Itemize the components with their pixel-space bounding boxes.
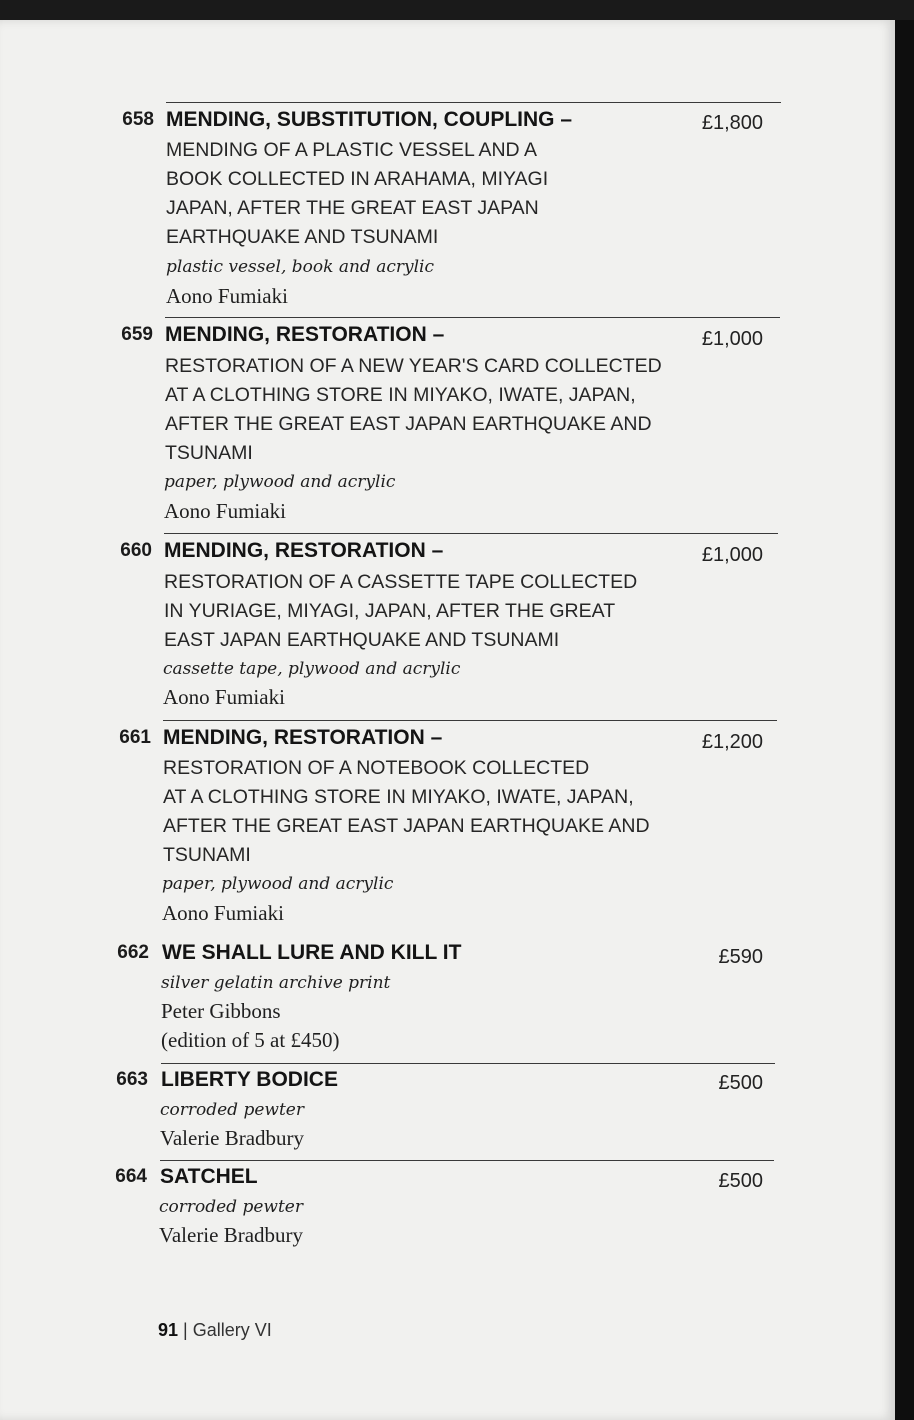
artwork-price: £500 [718,1170,763,1192]
artist-name: Aono Fumiaki [164,499,286,523]
edition-note: (edition of 5 at £450) [161,1028,340,1052]
artwork-medium: silver gelatin archive print [161,973,391,993]
artwork-medium: corroded pewter [160,1100,304,1120]
page-footer [158,1320,272,1341]
entry-divider [161,1063,775,1064]
artwork-medium: cassette tape, plywood and acrylic [163,659,461,679]
artwork-title: SATCHEL [160,1165,258,1188]
artwork-price: £1,800 [701,112,763,134]
artwork-subtitle: RESTORATION OF A NOTEBOOK COLLECTED AT A CLOTHING STORE IN MIYAKO, IWATE, JAPAN, AFTER THE GREAT EAST JAPAN EARTHQUAKE AND TSUNAMI [163,757,650,866]
lot-number: 663 [116,1069,148,1090]
lot-number: 659 [121,324,153,345]
gallery-section: Gallery VI [192,1320,272,1340]
entry-divider [163,720,777,721]
artwork-title: MENDING, RESTORATION – [165,323,445,346]
entry-divider [160,1160,774,1161]
entry-divider [164,533,778,534]
entry-divider [166,102,781,103]
artwork-title: MENDING, RESTORATION – [164,539,444,562]
artist-name: Aono Fumiaki [163,685,285,709]
lot-number: 662 [117,942,149,963]
artwork-medium: plastic vessel, book and acrylic [166,257,434,277]
artwork-price: £1,000 [701,328,763,350]
artwork-medium: paper, plywood and acrylic [164,472,396,492]
artwork-title: MENDING, SUBSTITUTION, COUPLING – [166,108,573,131]
lot-number: 664 [115,1166,147,1187]
footer-separator: | [178,1320,193,1340]
artwork-price: £500 [718,1072,763,1094]
artwork-price: £590 [718,946,763,968]
entry-divider [165,317,780,318]
artist-name: Valerie Bradbury [160,1126,305,1150]
artwork-title: LIBERTY BODICE [161,1068,338,1091]
artwork-price: £1,200 [701,731,763,753]
artwork-medium: corroded pewter [159,1197,303,1217]
lot-number: 658 [122,109,154,130]
artwork-title: MENDING, RESTORATION – [163,726,443,749]
artist-name: Aono Fumiaki [166,284,288,308]
artist-name: Valerie Bradbury [159,1223,304,1247]
lot-number: 660 [120,540,152,561]
artwork-title: WE SHALL LURE AND KILL IT [162,941,462,964]
page-number: 91 [158,1320,179,1340]
artwork-subtitle: RESTORATION OF A NEW YEAR'S CARD COLLECTED AT A CLOTHING STORE IN MIYAKO, IWATE, JAPAN, AFTER THE GREAT EAST JAPAN EARTHQUAKE AND TSUNAMI [165,355,662,464]
catalogue-page [0,20,895,1420]
artwork-subtitle: MENDING OF A PLASTIC VESSEL AND A BOOK COLLECTED IN ARAHAMA, MIYAGI JAPAN, AFTER THE GREAT EAST JAPAN EARTHQUAKE AND TSUNAMI [166,139,549,248]
artwork-price: £1,000 [701,544,763,566]
lot-number: 661 [119,727,151,748]
page-edge-shadow [895,20,914,1420]
artwork-subtitle: RESTORATION OF A CASSETTE TAPE COLLECTED IN YURIAGE, MIYAGI, JAPAN, AFTER THE GREAT EAST JAPAN EARTHQUAKE AND TSUNAMI [164,571,638,651]
artwork-medium: paper, plywood and acrylic [162,874,394,894]
artist-name: Peter Gibbons [161,999,281,1023]
artist-name: Aono Fumiaki [162,901,284,925]
